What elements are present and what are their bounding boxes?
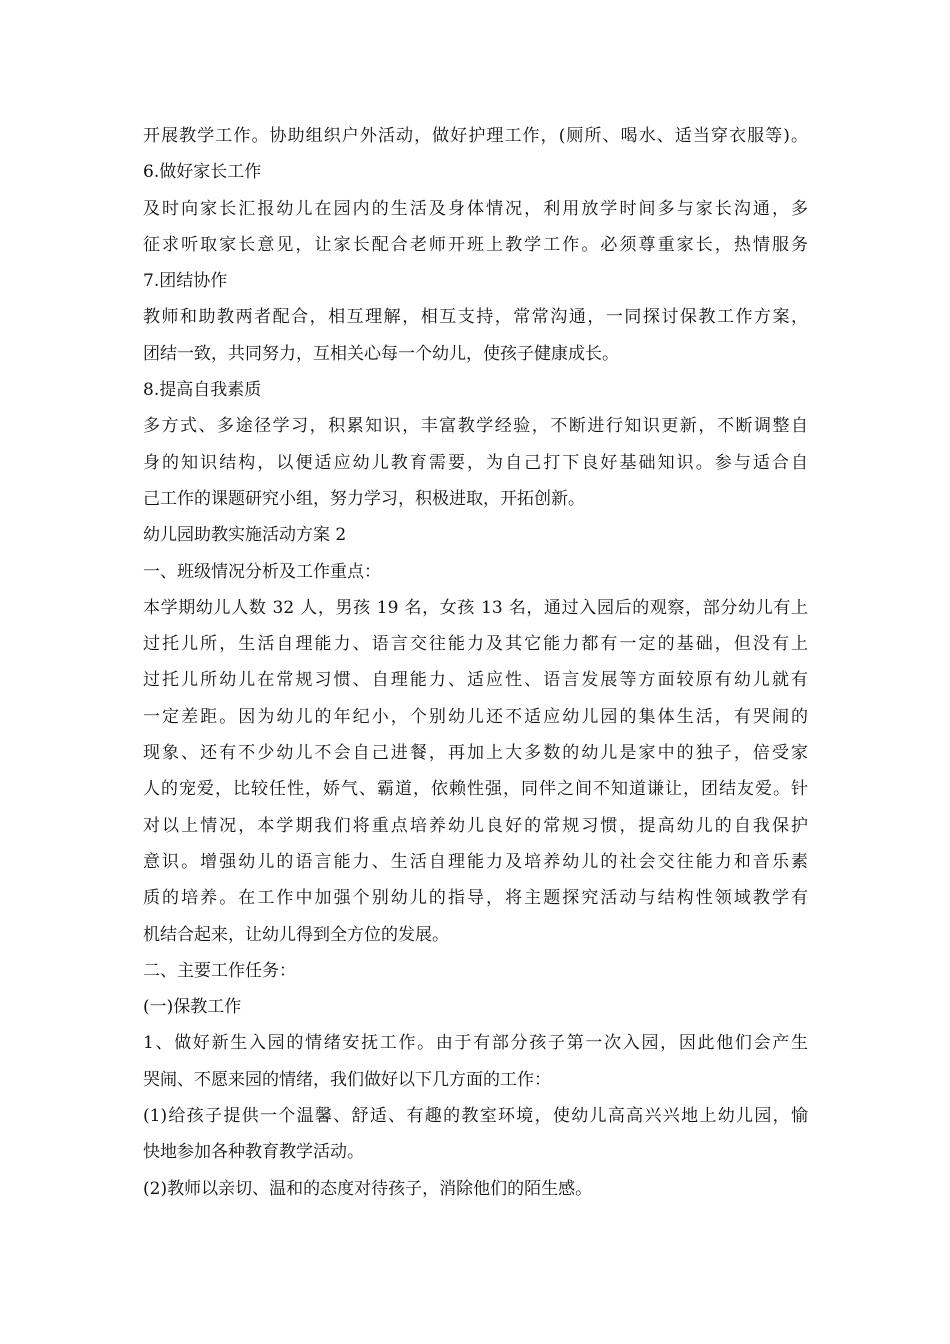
text-line: 多方式、多途径学习，积累知识，丰富教学经验，不断进行知识更新，不断调整自 [143, 416, 808, 437]
text-line: 现象、还有不少幼儿不会自己进餐，再加上大多数的幼儿是家中的独子，倍受家 [143, 743, 808, 764]
text-line: 过托儿所，生活自理能力、语言交往能力及其它能力都有一定的基础，但没有上 [143, 634, 808, 655]
text-line: 幼儿园助教实施活动方案 2 [143, 525, 347, 546]
text-line: 征求听取家长意见，让家长配合老师开班上教学工作。必须尊重家长，热情服务 [143, 234, 808, 255]
text-line: 过托儿所幼儿在常规习惯、自理能力、适应性、语言发展等方面较原有幼儿就有 [143, 670, 808, 691]
text-line: (1)给孩子提供一个温馨、舒适、有趣的教室环境，使幼儿高高兴兴地上幼儿园，愉 [143, 1106, 808, 1127]
text-line: 教师和助教两者配合，相互理解，相互支持，常常沟通，一同探讨保教工作方案， [143, 307, 808, 328]
text-line: 意识。增强幼儿的语言能力、生活自理能力及培养幼儿的社会交往能力和音乐素 [143, 851, 808, 872]
text-line: 8.提高自我素质 [143, 380, 262, 401]
text-line: 质的培养。在工作中加强个别幼儿的指导，将主题探究活动与结构性领域教学有 [143, 888, 808, 909]
document-body [143, 118, 808, 1207]
text-line: (一)保教工作 [143, 997, 242, 1018]
text-line: 对以上情况，本学期我们将重点培养幼儿良好的常规习惯，提高幼儿的自我保护 [143, 815, 808, 836]
text-line: 人的宠爱，比较任性，娇气、霸道，依赖性强，同伴之间不知道谦让，团结友爱。针 [143, 779, 808, 800]
text-line: 7.团结协作 [143, 271, 228, 292]
text-line: 开展教学工作。协助组织户外活动，做好护理工作，(厕所、喝水、适当穿衣服等)。 [143, 126, 808, 146]
text-line: 团结一致，共同努力，互相关心每一个幼儿，使孩子健康成长。 [143, 343, 619, 364]
text-line: 及时向家长汇报幼儿在园内的生活及身体情况，利用放学时间多与家长沟通，多 [143, 198, 808, 219]
text-line: 1、做好新生入园的情绪安抚工作。由于有部分孩子第一次入园，因此他们会产生 [143, 1033, 808, 1054]
text-line: 一定差距。因为幼儿的年纪小，个别幼儿还不适应幼儿园的集体生活，有哭闹的 [143, 706, 808, 727]
text-line: 二、主要工作任务： [143, 960, 296, 981]
text-line: (2)教师以亲切、温和的态度对待孩子，消除他们的陌生感。 [143, 1178, 593, 1199]
text-line: 本学期幼儿人数 32 人，男孩 19 名，女孩 13 名，通过入园后的观察，部分幼儿有上 [143, 597, 808, 618]
text-line: 哭闹、不愿来园的情绪，我们做好以下几方面的工作： [143, 1069, 551, 1090]
text-line: 机结合起来，让幼儿得到全方位的发展。 [143, 924, 449, 945]
text-line: 身的知识结构，以便适应幼儿教育需要，为自己打下良好基础知识。参与适合自 [143, 452, 808, 473]
text-line: 一、班级情况分析及工作重点： [143, 561, 381, 582]
text-line: 快地参加各种教育教学活动。 [143, 1142, 364, 1163]
text-line: 己工作的课题研究小组，努力学习，积极进取，开拓创新。 [143, 488, 585, 509]
text-line: 6.做好家长工作 [143, 162, 262, 183]
